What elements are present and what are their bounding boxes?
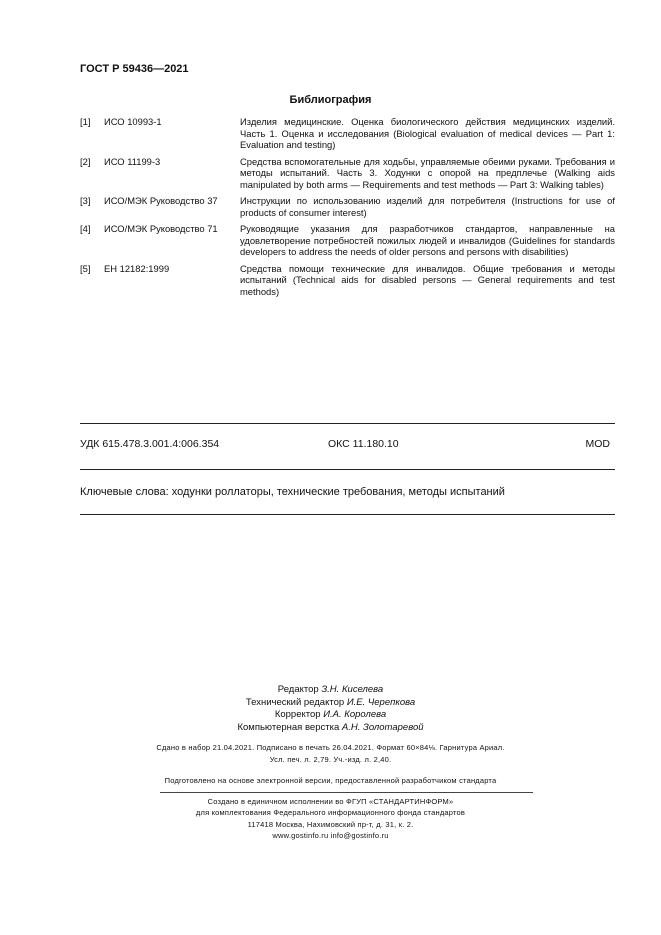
bibliography-item-code: ИСО/МЭК Руководство 71	[104, 223, 218, 234]
mod-label: MOD	[585, 438, 610, 450]
bibliography-item-description: Средства вспомогательные для ходьбы, управляемые обеими руками. Требования и методы испытаний. Часть 3. Ходунки с опорой на предплечье (Walking aids manipulated by both arms — Requirements and test methods — Part 3: Walking tables)	[240, 155, 615, 190]
bibliography-item-code: ЕН 12182:1999	[104, 262, 170, 274]
bibliography-item	[80, 156, 615, 191]
print-info-line1: Сдано в набор 21.04.2021. Подписано в печать 26.04.2021. Формат 60×84⅛. Гарнитура Ариал.	[156, 743, 505, 752]
prepared-note: Подготовлено на основе электронной версии, предоставленной разработчиком стандарта	[164, 776, 497, 785]
bibliography-item-description: Руководящие указания для разработчиков стандартов, направленные на удовлетворение потребностей пожилых людей и инвалидов (Guidelines for standards developers to address the needs of older persons and persons with disabilities)	[240, 223, 615, 257]
bibliography-item	[80, 195, 615, 218]
credits	[0, 684, 661, 734]
credit-name: И.А. Королева	[323, 709, 387, 721]
bibliography-item	[80, 223, 615, 258]
divider-bottom	[80, 514, 615, 515]
keywords: Ключевые слова: ходунки роллаторы, технические требования, методы испытаний	[80, 486, 505, 498]
credit-role: Корректор	[274, 709, 321, 721]
credit-layout	[0, 722, 661, 735]
udk-code: УДК 615.478.3.001.4:006.354	[80, 438, 220, 450]
credit-role: Компьютерная верстка	[237, 721, 340, 733]
bibliography-item-description: Средства помощи технические для инвалидов. Общие требования и методы испытаний (Technical aids for disabled persons — General requirements and test methods)	[240, 262, 615, 297]
credit-role: Технический редактор	[245, 696, 345, 708]
credit-name: З.Н. Киселева	[321, 684, 384, 695]
bibliography-item-description: Изделия медицинские. Оценка биологического действия медицинских изделий. Часть 1. Оценка и исследования (Biological evaluation of medical devices — Part 1: Evaluation and testing)	[240, 116, 615, 150]
publisher-info	[0, 796, 661, 842]
credit-proofreader	[0, 709, 661, 722]
divider-middle	[80, 469, 615, 470]
bibliography-item	[80, 116, 615, 151]
credit-tech-editor	[0, 697, 661, 710]
classification-row	[80, 438, 610, 450]
publisher-line2: для комплектования Федерального информационного фонда стандартов	[195, 808, 466, 818]
bibliography-item-code: ИСО/МЭК Руководство 37	[104, 195, 218, 206]
publisher-line4: www.gostinfo.ru info@gostinfo.ru	[272, 831, 389, 841]
bibliography-item	[80, 263, 615, 298]
publisher-line3: 117418 Москва, Нахимовский пр-т, д. 31, к. 2.	[247, 819, 414, 829]
bibliography-item-description: Инструкции по использованию изделий для потребителя (Instructions for use of products of consumer interest)	[240, 195, 615, 218]
bibliography-list	[80, 116, 615, 302]
publisher-line1: Создано в единичном исполнении во ФГУП «СТАНДАРТИНФОРМ»	[207, 797, 454, 806]
credit-role: Редактор	[277, 684, 319, 695]
bibliography-item-code: ИСО 10993-1	[104, 116, 162, 127]
document-code: ГОСТ Р 59436—2021	[80, 63, 189, 75]
bibliography-item-number: [2]	[80, 155, 91, 167]
bibliography-item-number: [1]	[80, 116, 91, 127]
credit-name: И.Е. Черепкова	[346, 696, 416, 708]
bibliography-item-number: [3]	[80, 195, 91, 206]
print-info	[0, 742, 661, 766]
print-info-line2: Усл. печ. л. 2,79. Уч.-изд. л. 2,40.	[269, 755, 392, 764]
credit-editor	[0, 684, 661, 697]
divider-publisher	[160, 792, 533, 793]
credit-name: А.Н. Золотаревой	[341, 721, 424, 733]
bibliography-title: Библиография	[289, 94, 372, 106]
bibliography-item-number: [5]	[80, 262, 91, 274]
oks-code: ОКС 11.180.10	[328, 438, 399, 450]
divider-top	[80, 423, 615, 424]
bibliography-item-number: [4]	[80, 223, 91, 234]
bibliography-item-code: ИСО 11199-3	[104, 155, 161, 167]
